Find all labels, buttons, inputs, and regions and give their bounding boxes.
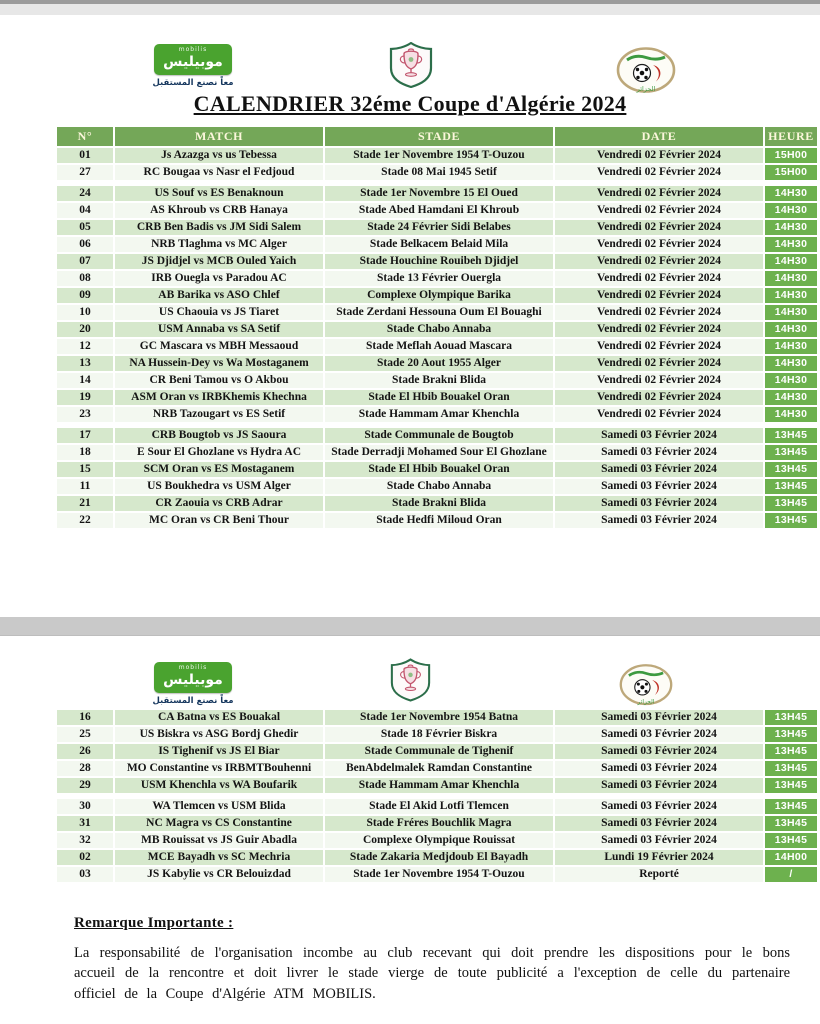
mobilis-arabic-text: موبيليس xyxy=(163,54,223,70)
algerian-tv-logo xyxy=(615,46,677,96)
match-date: Samedi 03 Février 2024 xyxy=(555,496,763,511)
match-stadium: Stade 20 Aout 1955 Alger xyxy=(325,356,553,371)
match-teams: NRB Tlaghma vs MC Alger xyxy=(115,237,323,252)
match-row-23 xyxy=(57,407,817,422)
match-row-06 xyxy=(57,237,817,252)
group-gap xyxy=(57,795,817,797)
match-row-22 xyxy=(57,513,817,528)
match-number: 26 xyxy=(57,744,113,759)
match-stadium: Stade Communale de Bougtob xyxy=(325,428,553,443)
match-number: 19 xyxy=(57,390,113,405)
match-time: 13H45 xyxy=(765,778,817,793)
match-number: 23 xyxy=(57,407,113,422)
match-number: 15 xyxy=(57,462,113,477)
match-teams: ASM Oran vs IRBKhemis Khechna xyxy=(115,390,323,405)
match-date: Vendredi 02 Février 2024 xyxy=(555,407,763,422)
match-date: Vendredi 02 Février 2024 xyxy=(555,288,763,303)
match-date: Reporté xyxy=(555,867,763,882)
match-time: 13H45 xyxy=(765,462,817,477)
match-teams: MC Oran vs CR Beni Thour xyxy=(115,513,323,528)
match-row-05 xyxy=(57,220,817,235)
algeria-cup-trophy-icon xyxy=(389,42,433,88)
match-date: Samedi 03 Février 2024 xyxy=(555,778,763,793)
match-stadium: Stade Derradji Mohamed Sour El Ghozlane xyxy=(325,445,553,460)
match-teams: E Sour El Ghozlane vs Hydra AC xyxy=(115,445,323,460)
page-title: CALENDRIER 32éme Coupe d'Algérie 2024 xyxy=(193,91,627,116)
match-stadium: Stade Houchine Rouibeh Djidjel xyxy=(325,254,553,269)
match-number: 30 xyxy=(57,799,113,814)
match-time: 14H30 xyxy=(765,237,817,252)
match-stadium: Stade Chabo Annaba xyxy=(325,479,553,494)
match-row-14 xyxy=(57,373,817,388)
match-number: 02 xyxy=(57,850,113,865)
match-date: Lundi 19 Février 2024 xyxy=(555,850,763,865)
match-time: 14H30 xyxy=(765,322,817,337)
match-date: Vendredi 02 Février 2024 xyxy=(555,186,763,201)
col-header-heure: HEURE xyxy=(765,127,817,146)
match-time: 13H45 xyxy=(765,833,817,848)
match-row-26 xyxy=(57,744,817,759)
match-teams: US Souf vs ES Benaknoun xyxy=(115,186,323,201)
match-date: Samedi 03 Février 2024 xyxy=(555,513,763,528)
match-teams: CRB Bougtob vs JS Saoura xyxy=(115,428,323,443)
match-row-32 xyxy=(57,833,817,848)
match-stadium: Stade Fréres Bouchlik Magra xyxy=(325,816,553,831)
match-row-12 xyxy=(57,339,817,354)
match-number: 08 xyxy=(57,271,113,286)
match-row-09 xyxy=(57,288,817,303)
match-time: 13H45 xyxy=(765,816,817,831)
col-header-stade: STADE xyxy=(325,127,553,146)
match-number: 25 xyxy=(57,727,113,742)
match-row-18 xyxy=(57,445,817,460)
match-time: 14H30 xyxy=(765,220,817,235)
match-teams: IS Tighenif vs JS El Biar xyxy=(115,744,323,759)
match-date: Samedi 03 Février 2024 xyxy=(555,816,763,831)
scan-edge-strip xyxy=(0,0,820,15)
match-date: Samedi 03 Février 2024 xyxy=(555,479,763,494)
match-teams: NA Hussein-Dey vs Wa Mostaganem xyxy=(115,356,323,371)
match-stadium: Stade Abed Hamdani El Khroub xyxy=(325,203,553,218)
match-time: 14H00 xyxy=(765,850,817,865)
match-row-03 xyxy=(57,867,817,882)
match-row-30 xyxy=(57,799,817,814)
match-date: Samedi 03 Février 2024 xyxy=(555,799,763,814)
match-row-04 xyxy=(57,203,817,218)
match-row-28 xyxy=(57,761,817,776)
match-stadium: Stade Hedfi Miloud Oran xyxy=(325,513,553,528)
match-date: Vendredi 02 Février 2024 xyxy=(555,254,763,269)
match-number: 13 xyxy=(57,356,113,371)
match-row-27 xyxy=(57,165,817,180)
match-time: 14H30 xyxy=(765,339,817,354)
match-date: Vendredi 02 Février 2024 xyxy=(555,305,763,320)
mobilis-arabic-text: موبيليس xyxy=(163,672,223,688)
match-teams: MO Constantine vs IRBMTBouhenni xyxy=(115,761,323,776)
match-number: 32 xyxy=(57,833,113,848)
match-number: 12 xyxy=(57,339,113,354)
match-teams: SCM Oran vs ES Mostaganem xyxy=(115,462,323,477)
match-teams: Js Azazga vs us Tebessa xyxy=(115,148,323,163)
match-row-11 xyxy=(57,479,817,494)
match-time: / xyxy=(765,867,817,882)
match-row-21 xyxy=(57,496,817,511)
match-time: 13H45 xyxy=(765,799,817,814)
match-time: 13H45 xyxy=(765,428,817,443)
match-teams: USM Khenchla vs WA Boufarik xyxy=(115,778,323,793)
match-time: 14H30 xyxy=(765,254,817,269)
match-number: 10 xyxy=(57,305,113,320)
match-teams: CR Beni Tamou vs O Akbou xyxy=(115,373,323,388)
match-teams: US Boukhedra vs USM Alger xyxy=(115,479,323,494)
calendar-table-page1 xyxy=(55,125,819,530)
match-teams: CR Zaouia vs CRB Adrar xyxy=(115,496,323,511)
match-row-24 xyxy=(57,186,817,201)
mobilis-small-text: mobilis xyxy=(178,664,208,671)
tv-logo-arabic-text: الجزائر xyxy=(636,85,656,93)
mobilis-tagline: معاً نصنع المستقبل xyxy=(152,696,234,706)
match-time: 14H30 xyxy=(765,356,817,371)
match-date: Vendredi 02 Février 2024 xyxy=(555,271,763,286)
match-time: 13H45 xyxy=(765,744,817,759)
match-teams: CA Batna vs ES Bouakal xyxy=(115,710,323,725)
match-date: Vendredi 02 Février 2024 xyxy=(555,373,763,388)
mobilis-logo-box xyxy=(154,44,232,75)
match-date: Vendredi 02 Février 2024 xyxy=(555,339,763,354)
match-teams: MB Rouissat vs JS Guir Abadla xyxy=(115,833,323,848)
match-number: 11 xyxy=(57,479,113,494)
match-time: 14H30 xyxy=(765,186,817,201)
match-teams: AS Khroub vs CRB Hanaya xyxy=(115,203,323,218)
match-teams: AB Barika vs ASO Chlef xyxy=(115,288,323,303)
match-time: 15H00 xyxy=(765,148,817,163)
match-stadium: Stade 18 Février Biskra xyxy=(325,727,553,742)
match-stadium: Stade Communale de Tighenif xyxy=(325,744,553,759)
match-number: 21 xyxy=(57,496,113,511)
match-stadium: Stade El Akid Lotfi Tlemcen xyxy=(325,799,553,814)
match-date: Samedi 03 Février 2024 xyxy=(555,744,763,759)
match-stadium: Complexe Olympique Rouissat xyxy=(325,833,553,848)
match-time: 13H45 xyxy=(765,761,817,776)
match-time: 14H30 xyxy=(765,271,817,286)
match-teams: USM Annaba vs SA Setif xyxy=(115,322,323,337)
match-stadium: Complexe Olympique Barika xyxy=(325,288,553,303)
match-stadium: Stade El Hbib Bouakel Oran xyxy=(325,390,553,405)
note-heading: Remarque Importante : xyxy=(74,915,234,931)
match-row-16 xyxy=(57,710,817,725)
match-row-31 xyxy=(57,816,817,831)
match-teams: RC Bougaa vs Nasr el Fedjoud xyxy=(115,165,323,180)
match-date: Vendredi 02 Février 2024 xyxy=(555,237,763,252)
match-date: Samedi 03 Février 2024 xyxy=(555,833,763,848)
match-date: Samedi 03 Février 2024 xyxy=(555,445,763,460)
calendar-table-page2 xyxy=(55,708,819,884)
match-stadium: Stade 24 Février Sidi Belabes xyxy=(325,220,553,235)
match-number: 04 xyxy=(57,203,113,218)
match-time: 13H45 xyxy=(765,479,817,494)
match-date: Samedi 03 Février 2024 xyxy=(555,761,763,776)
match-date: Vendredi 02 Février 2024 xyxy=(555,165,763,180)
match-row-08 xyxy=(57,271,817,286)
tv-logo-arabic-text: الجزائر xyxy=(637,699,655,706)
group-gap xyxy=(57,424,817,426)
match-time: 14H30 xyxy=(765,390,817,405)
match-stadium: Stade 1er Novembre 15 El Oued xyxy=(325,186,553,201)
match-row-13 xyxy=(57,356,817,371)
match-number: 20 xyxy=(57,322,113,337)
match-stadium: Stade Meflah Aouad Mascara xyxy=(325,339,553,354)
match-teams: GC Mascara vs MBH Messaoud xyxy=(115,339,323,354)
match-teams: MCE Bayadh vs SC Mechria xyxy=(115,850,323,865)
match-row-25 xyxy=(57,727,817,742)
match-teams: US Chaouia vs JS Tiaret xyxy=(115,305,323,320)
algeria-cup-trophy-icon xyxy=(390,658,431,702)
match-stadium: Stade 1er Novembre 1954 Batna xyxy=(325,710,553,725)
match-time: 13H45 xyxy=(765,513,817,528)
match-time: 14H30 xyxy=(765,373,817,388)
match-row-17 xyxy=(57,428,817,443)
match-row-29 xyxy=(57,778,817,793)
match-date: Samedi 03 Février 2024 xyxy=(555,710,763,725)
match-teams: CRB Ben Badis vs JM Sidi Salem xyxy=(115,220,323,235)
match-time: 13H45 xyxy=(765,445,817,460)
match-stadium: Stade Zerdani Hessouna Oum El Bouaghi xyxy=(325,305,553,320)
match-date: Vendredi 02 Février 2024 xyxy=(555,148,763,163)
match-row-02 xyxy=(57,850,817,865)
match-teams: IRB Ouegla vs Paradou AC xyxy=(115,271,323,286)
match-row-07 xyxy=(57,254,817,269)
match-number: 14 xyxy=(57,373,113,388)
match-stadium: Stade Brakni Blida xyxy=(325,496,553,511)
match-stadium: Stade Belkacem Belaid Mila xyxy=(325,237,553,252)
match-time: 14H30 xyxy=(765,407,817,422)
algerian-tv-logo xyxy=(618,663,674,708)
match-number: 31 xyxy=(57,816,113,831)
match-number: 22 xyxy=(57,513,113,528)
group-gap xyxy=(57,182,817,184)
match-number: 09 xyxy=(57,288,113,303)
match-date: Vendredi 02 Février 2024 xyxy=(555,203,763,218)
match-teams: NC Magra vs CS Constantine xyxy=(115,816,323,831)
mobilis-logo xyxy=(148,44,238,88)
match-number: 07 xyxy=(57,254,113,269)
match-time: 13H45 xyxy=(765,727,817,742)
match-date: Vendredi 02 Février 2024 xyxy=(555,322,763,337)
match-number: 16 xyxy=(57,710,113,725)
match-time: 14H30 xyxy=(765,288,817,303)
calendar-table-header xyxy=(57,127,817,146)
match-number: 29 xyxy=(57,778,113,793)
col-header-date: DATE xyxy=(555,127,763,146)
match-date: Samedi 03 Février 2024 xyxy=(555,727,763,742)
match-time: 13H45 xyxy=(765,496,817,511)
match-stadium: Stade 1er Novembre 1954 T-Ouzou xyxy=(325,867,553,882)
match-row-20 xyxy=(57,322,817,337)
match-stadium: Stade 08 Mai 1945 Setif xyxy=(325,165,553,180)
match-date: Samedi 03 Février 2024 xyxy=(555,462,763,477)
match-number: 01 xyxy=(57,148,113,163)
match-time: 14H30 xyxy=(765,305,817,320)
match-number: 06 xyxy=(57,237,113,252)
match-number: 28 xyxy=(57,761,113,776)
match-date: Vendredi 02 Février 2024 xyxy=(555,220,763,235)
match-row-10 xyxy=(57,305,817,320)
match-number: 17 xyxy=(57,428,113,443)
col-header-number: N° xyxy=(57,127,113,146)
match-stadium: Stade 13 Février Ouergla xyxy=(325,271,553,286)
match-time: 15H00 xyxy=(765,165,817,180)
match-stadium: BenAbdelmalek Ramdan Constantine xyxy=(325,761,553,776)
note-body: La responsabilité de l'organisation incombe au club recevant qui doit prendre les dispositions pour le bons accueil de la rencontre et doit livrer le stade vierge de toute publicité a l'exception de celle du partenaire officiel de la Coupe d'Algérie ATM MOBILIS. xyxy=(74,945,790,1002)
match-stadium: Stade 1er Novembre 1954 T-Ouzou xyxy=(325,148,553,163)
match-teams: JS Kabylie vs CR Belouizdad xyxy=(115,867,323,882)
match-teams: JS Djidjel vs MCB Ouled Yaich xyxy=(115,254,323,269)
mobilis-small-text: mobilis xyxy=(178,46,208,53)
match-row-01 xyxy=(57,148,817,163)
match-stadium: Stade Brakni Blida xyxy=(325,373,553,388)
match-stadium: Stade El Hbib Bouakel Oran xyxy=(325,462,553,477)
mobilis-tagline: معاً نصنع المستقبل xyxy=(152,78,234,88)
match-time: 14H30 xyxy=(765,203,817,218)
calendar-rows-page1 xyxy=(57,148,817,528)
calendar-rows-page2 xyxy=(57,710,817,882)
match-number: 05 xyxy=(57,220,113,235)
match-date: Vendredi 02 Février 2024 xyxy=(555,390,763,405)
mobilis-logo xyxy=(148,662,238,706)
match-teams: US Biskra vs ASG Bordj Ghedir xyxy=(115,727,323,742)
match-number: 27 xyxy=(57,165,113,180)
match-stadium: Stade Chabo Annaba xyxy=(325,322,553,337)
match-row-15 xyxy=(57,462,817,477)
match-teams: NRB Tazougart vs ES Setif xyxy=(115,407,323,422)
important-note xyxy=(74,914,790,1004)
match-number: 24 xyxy=(57,186,113,201)
mobilis-logo-box xyxy=(154,662,232,693)
match-row-19 xyxy=(57,390,817,405)
match-teams: WA Tlemcen vs USM Blida xyxy=(115,799,323,814)
match-stadium: Stade Hammam Amar Khenchla xyxy=(325,407,553,422)
match-time: 13H45 xyxy=(765,710,817,725)
match-date: Vendredi 02 Février 2024 xyxy=(555,356,763,371)
match-number: 03 xyxy=(57,867,113,882)
col-header-match: MATCH xyxy=(115,127,323,146)
match-date: Samedi 03 Février 2024 xyxy=(555,428,763,443)
match-stadium: Stade Zakaria Medjdoub El Bayadh xyxy=(325,850,553,865)
match-number: 18 xyxy=(57,445,113,460)
match-stadium: Stade Hammam Amar Khenchla xyxy=(325,778,553,793)
page-separator-band xyxy=(0,617,820,636)
